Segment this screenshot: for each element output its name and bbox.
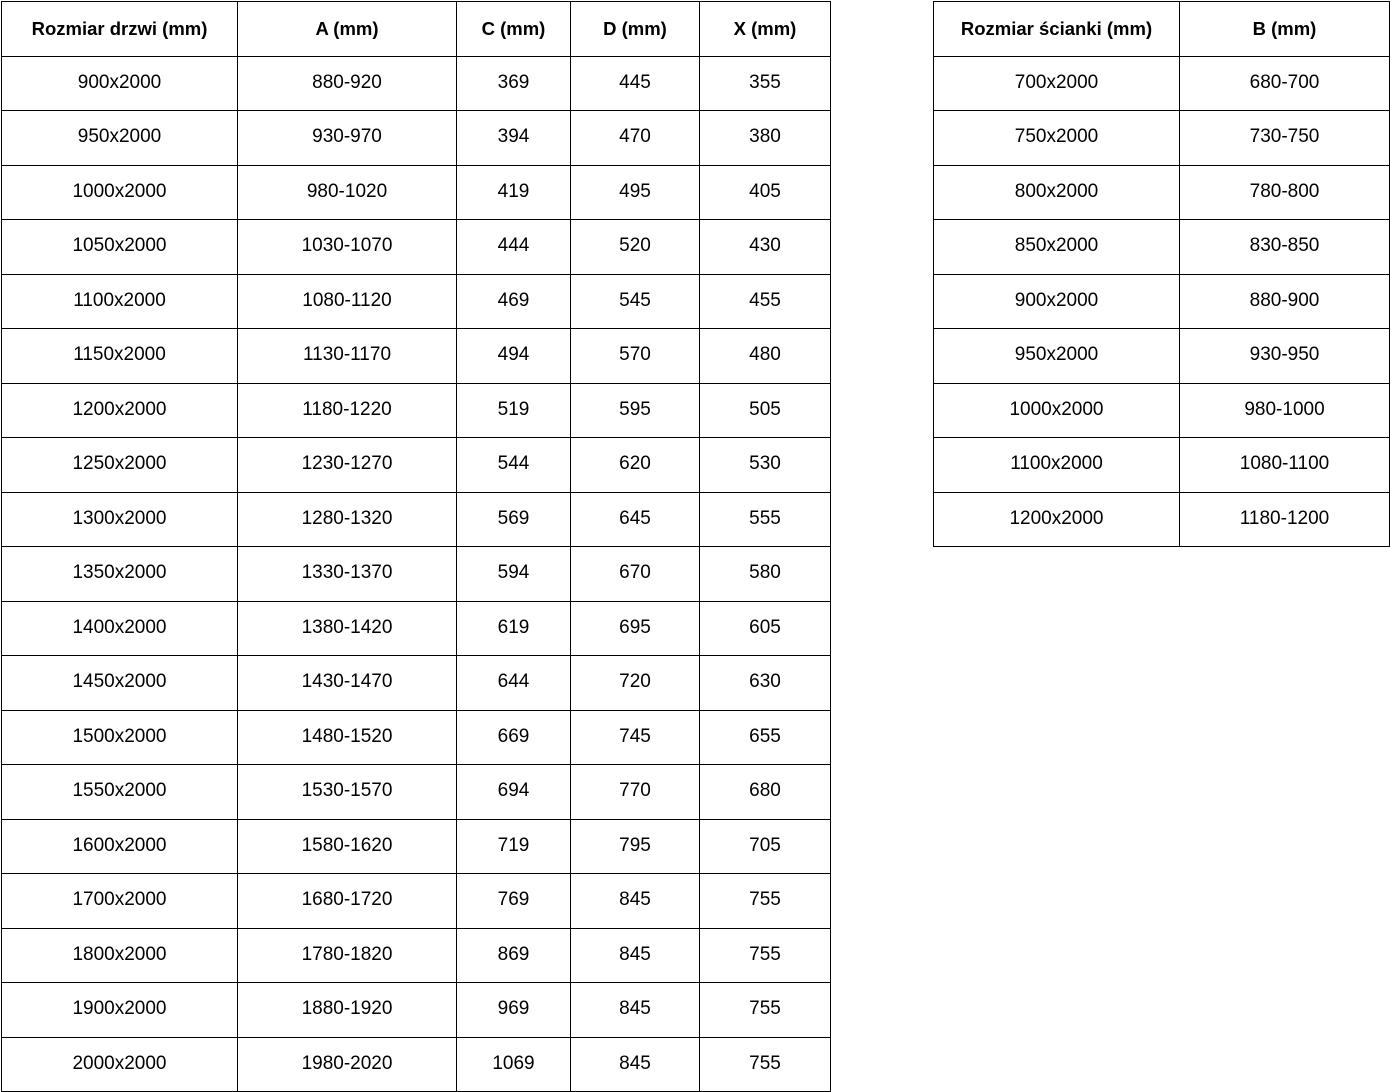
doors-table-column-header: X (mm): [700, 2, 831, 57]
doors-table-cell: 770: [571, 765, 700, 820]
doors-table-cell: 1250x2000: [2, 438, 238, 493]
doors-table-cell: 869: [457, 928, 571, 983]
doors-table-cell: 755: [700, 1037, 831, 1092]
doors-table-cell: 1330-1370: [238, 547, 457, 602]
table-row: [934, 56, 1390, 111]
doors-table-cell: 795: [571, 819, 700, 874]
doors-table-cell: 405: [700, 165, 831, 220]
doors-table-cell: 694: [457, 765, 571, 820]
doors-table-cell: 545: [571, 274, 700, 329]
table-row: [934, 492, 1390, 547]
wall-table-cell: 730-750: [1180, 111, 1390, 166]
doors-table-cell: 1450x2000: [2, 656, 238, 711]
wall-table-cell: 800x2000: [934, 165, 1180, 220]
doors-table-cell: 1430-1470: [238, 656, 457, 711]
doors-table-cell: 505: [700, 383, 831, 438]
doors-table-cell: 570: [571, 329, 700, 384]
table-row: [2, 710, 831, 765]
doors-table-column-header: C (mm): [457, 2, 571, 57]
table-row: [2, 601, 831, 656]
doors-table-cell: 1200x2000: [2, 383, 238, 438]
table-row: [2, 547, 831, 602]
doors-table-cell: 950x2000: [2, 111, 238, 166]
doors-table-cell: 720: [571, 656, 700, 711]
doors-table-cell: 580: [700, 547, 831, 602]
doors-table-cell: 845: [571, 928, 700, 983]
wall-table-cell: 980-1000: [1180, 383, 1390, 438]
table-row: [2, 220, 831, 275]
doors-table-cell: 969: [457, 983, 571, 1038]
doors-table-cell: 530: [700, 438, 831, 493]
doors-table-cell: 480: [700, 329, 831, 384]
doors-table-cell: 594: [457, 547, 571, 602]
wall-sizes-table: [933, 1, 1390, 547]
table-row: [934, 165, 1390, 220]
wall-table-cell: 950x2000: [934, 329, 1180, 384]
wall-table-cell: 1000x2000: [934, 383, 1180, 438]
doors-table-cell: 1500x2000: [2, 710, 238, 765]
doors-table-cell: 755: [700, 874, 831, 929]
doors-table-cell: 519: [457, 383, 571, 438]
doors-table-cell: 1600x2000: [2, 819, 238, 874]
doors-table-cell: 1480-1520: [238, 710, 457, 765]
doors-table-cell: 1150x2000: [2, 329, 238, 384]
doors-table-cell: 769: [457, 874, 571, 929]
doors-table-cell: 845: [571, 874, 700, 929]
wall-table-cell: 900x2000: [934, 274, 1180, 329]
table-row: [934, 274, 1390, 329]
doors-table-cell: 430: [700, 220, 831, 275]
table-row: [2, 1037, 831, 1092]
doors-table-cell: 445: [571, 56, 700, 111]
doors-table-cell: 355: [700, 56, 831, 111]
doors-table-cell: 1080-1120: [238, 274, 457, 329]
wall-table-cell: 1080-1100: [1180, 438, 1390, 493]
table-row: [2, 56, 831, 111]
doors-table-cell: 630: [700, 656, 831, 711]
doors-table-cell: 880-920: [238, 56, 457, 111]
doors-table-cell: 645: [571, 492, 700, 547]
table-row: [2, 274, 831, 329]
doors-table-cell: 1700x2000: [2, 874, 238, 929]
doors-table-cell: 380: [700, 111, 831, 166]
doors-table-cell: 755: [700, 928, 831, 983]
doors-table-cell: 2000x2000: [2, 1037, 238, 1092]
wall-table-cell: 680-700: [1180, 56, 1390, 111]
table-row: [2, 874, 831, 929]
doors-table-cell: 1900x2000: [2, 983, 238, 1038]
doors-table-cell: 980-1020: [238, 165, 457, 220]
doors-table-cell: 1130-1170: [238, 329, 457, 384]
table-row: [2, 656, 831, 711]
table-row: [2, 329, 831, 384]
doors-table-cell: 1280-1320: [238, 492, 457, 547]
table-row: [2, 492, 831, 547]
doors-table-column-header: Rozmiar drzwi (mm): [2, 2, 238, 57]
table-header-row: [2, 2, 831, 57]
doors-table-cell: 520: [571, 220, 700, 275]
doors-table-cell: 1000x2000: [2, 165, 238, 220]
doors-table-cell: 544: [457, 438, 571, 493]
table-row: [934, 329, 1390, 384]
doors-table-cell: 419: [457, 165, 571, 220]
doors-table-cell: 470: [571, 111, 700, 166]
wall-table-cell: 830-850: [1180, 220, 1390, 275]
doors-table-cell: 670: [571, 547, 700, 602]
doors-table-cell: 569: [457, 492, 571, 547]
doors-table-cell: 1880-1920: [238, 983, 457, 1038]
wall-table-cell: 700x2000: [934, 56, 1180, 111]
doors-table-cell: 1580-1620: [238, 819, 457, 874]
doors-table-cell: 369: [457, 56, 571, 111]
doors-table-cell: 1400x2000: [2, 601, 238, 656]
doors-table-cell: 1100x2000: [2, 274, 238, 329]
doors-table-cell: 1030-1070: [238, 220, 457, 275]
wall-table-cell: 880-900: [1180, 274, 1390, 329]
doors-table-cell: 930-970: [238, 111, 457, 166]
table-row: [934, 438, 1390, 493]
wall-table-cell: 1180-1200: [1180, 492, 1390, 547]
doors-table-cell: 494: [457, 329, 571, 384]
doors-table-cell: 495: [571, 165, 700, 220]
wall-table-cell: 1200x2000: [934, 492, 1180, 547]
doors-table-cell: 619: [457, 601, 571, 656]
doors-table-cell: 1680-1720: [238, 874, 457, 929]
doors-table-cell: 620: [571, 438, 700, 493]
doors-table-cell: 680: [700, 765, 831, 820]
doors-table-cell: 845: [571, 1037, 700, 1092]
doors-table-cell: 1380-1420: [238, 601, 457, 656]
doors-table-cell: 1050x2000: [2, 220, 238, 275]
doors-table-cell: 1530-1570: [238, 765, 457, 820]
table-row: [934, 383, 1390, 438]
doors-table-cell: 655: [700, 710, 831, 765]
table-row: [2, 819, 831, 874]
table-row: [934, 111, 1390, 166]
doors-table-cell: 555: [700, 492, 831, 547]
doors-table-cell: 900x2000: [2, 56, 238, 111]
table-header-row: [934, 2, 1390, 57]
doors-table-cell: 705: [700, 819, 831, 874]
table-row: [2, 165, 831, 220]
doors-table-cell: 1800x2000: [2, 928, 238, 983]
table-row: [2, 765, 831, 820]
doors-table-cell: 469: [457, 274, 571, 329]
doors-table-cell: 719: [457, 819, 571, 874]
doors-table-cell: 1069: [457, 1037, 571, 1092]
wall-table-cell: 930-950: [1180, 329, 1390, 384]
doors-table-cell: 394: [457, 111, 571, 166]
doors-table-cell: 695: [571, 601, 700, 656]
table-row: [2, 438, 831, 493]
table-row: [2, 383, 831, 438]
doors-table-column-header: D (mm): [571, 2, 700, 57]
table-row: [2, 111, 831, 166]
doors-table-cell: 845: [571, 983, 700, 1038]
wall-table-cell: 1100x2000: [934, 438, 1180, 493]
wall-table-column-header: Rozmiar ścianki (mm): [934, 2, 1180, 57]
table-row: [934, 220, 1390, 275]
doors-table-cell: 1550x2000: [2, 765, 238, 820]
doors-table-cell: 755: [700, 983, 831, 1038]
doors-table-cell: 1780-1820: [238, 928, 457, 983]
doors-table-cell: 745: [571, 710, 700, 765]
table-row: [2, 928, 831, 983]
wall-table-cell: 750x2000: [934, 111, 1180, 166]
wall-table-column-header: B (mm): [1180, 2, 1390, 57]
wall-table-cell: 780-800: [1180, 165, 1390, 220]
table-row: [2, 983, 831, 1038]
doors-table-cell: 1980-2020: [238, 1037, 457, 1092]
doors-table-cell: 605: [700, 601, 831, 656]
doors-table-cell: 1180-1220: [238, 383, 457, 438]
doors-table-cell: 669: [457, 710, 571, 765]
doors-table-cell: 1230-1270: [238, 438, 457, 493]
doors-table-cell: 1350x2000: [2, 547, 238, 602]
doors-table-cell: 455: [700, 274, 831, 329]
doors-table-cell: 644: [457, 656, 571, 711]
doors-table-cell: 595: [571, 383, 700, 438]
door-sizes-table: [1, 1, 831, 1092]
doors-table-cell: 444: [457, 220, 571, 275]
wall-table-cell: 850x2000: [934, 220, 1180, 275]
doors-table-column-header: A (mm): [238, 2, 457, 57]
doors-table-cell: 1300x2000: [2, 492, 238, 547]
